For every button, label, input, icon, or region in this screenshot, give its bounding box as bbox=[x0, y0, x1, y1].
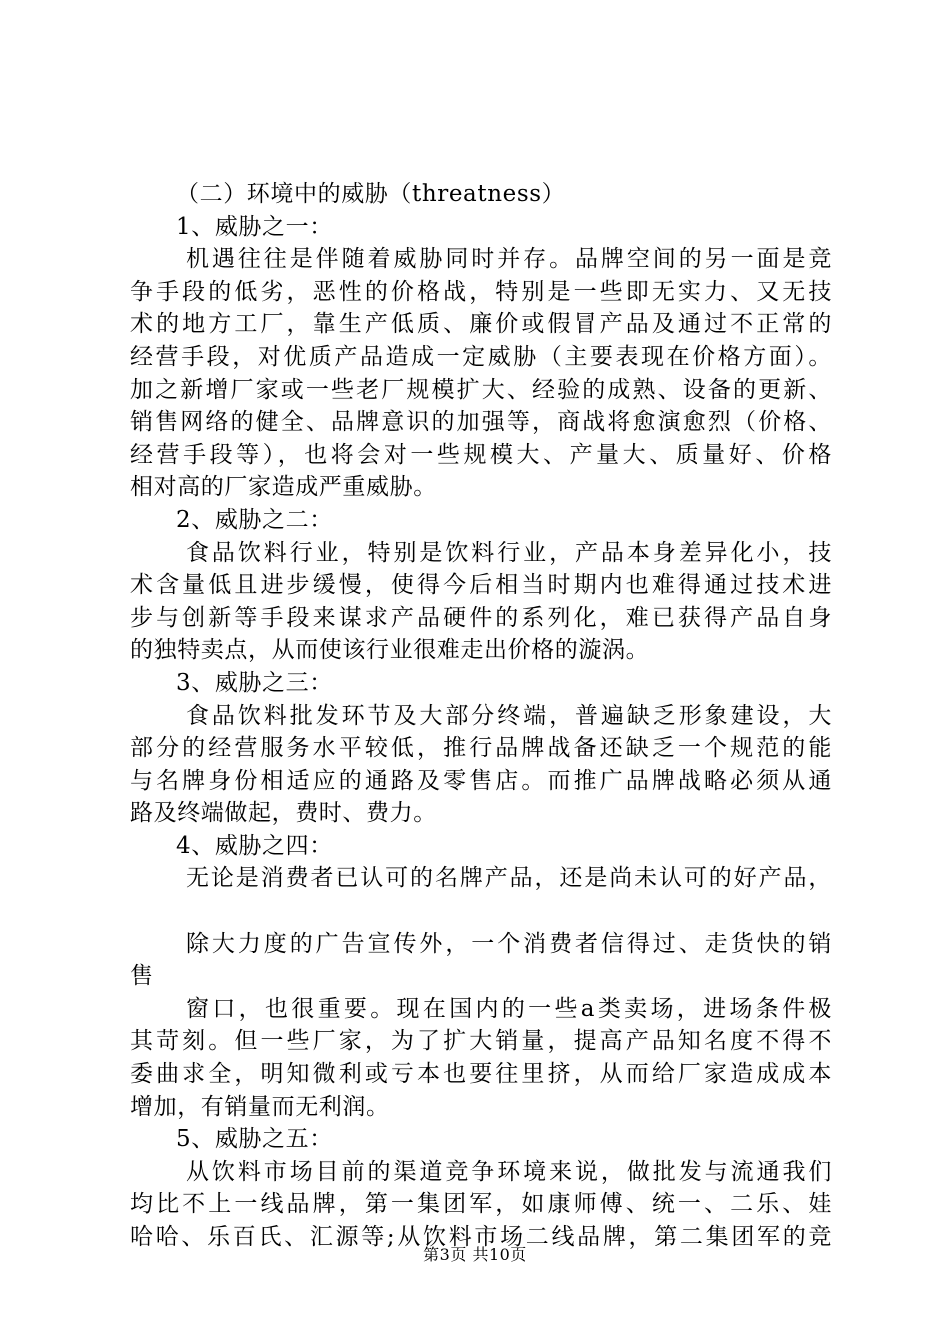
text-line: 的独特卖点，从而使该行业很难走出价格的漩涡。 bbox=[130, 637, 650, 664]
document-body bbox=[130, 178, 832, 1254]
text-line: 4、威胁之四： bbox=[176, 832, 333, 859]
text-line: 3、威胁之三： bbox=[176, 669, 333, 696]
text-line: 增加，有销量而无利润。 bbox=[130, 1093, 390, 1120]
text-line: 售 bbox=[130, 963, 154, 990]
text-line: 经营手段，对优质产品造成一定威胁（主要表现在价格方面）。 bbox=[130, 343, 832, 370]
text-line: 委曲求全，明知微利或亏本也要往里挤，从而给厂家造成成本 bbox=[130, 1061, 832, 1088]
text-line: 哈哈、乐百氏、汇源等;从饮料市场二线品牌，第二集团军的竞 bbox=[130, 1224, 832, 1250]
text-line: 与名牌身份相适应的通路及零售店。而推广品牌战略必须从通 bbox=[130, 767, 832, 794]
text-line: 步与创新等手段来谋求产品硬件的系列化，难已获得产品自身 bbox=[130, 604, 832, 631]
page-footer: 第3页 共10页 bbox=[423, 1245, 527, 1264]
text-line: 均比不上一线品牌，第一集团军，如康师傅、统一、二乐、娃 bbox=[130, 1191, 832, 1218]
text-line: 食品饮料批发环节及大部分终端，普遍缺乏形象建设，大 bbox=[186, 702, 832, 729]
text-line: 其苛刻。但一些厂家，为了扩大销量，提高产品知名度不得不 bbox=[130, 1028, 832, 1055]
text-line: 1、威胁之一： bbox=[176, 213, 333, 240]
text-line: 路及终端做起，费时、费力。 bbox=[130, 800, 437, 827]
text-line: 术的地方工厂，靠生产低质、廉价或假冒产品及通过不正常的 bbox=[130, 311, 832, 338]
text-line: 窗口，也很重要。现在国内的一些a类卖场，进场条件极 bbox=[186, 995, 832, 1022]
text-line: 加之新增厂家或一些老厂规模扩大、经验的成熟、设备的更新、 bbox=[130, 376, 832, 403]
text-line: 食品饮料行业，特别是饮料行业，产品本身差异化小，技 bbox=[186, 539, 832, 566]
text-line: 机遇往往是伴随着威胁同时并存。品牌空间的另一面是竞 bbox=[186, 246, 832, 273]
text-line: 术含量低且进步缓慢，使得今后相当时期内也难得通过技术进 bbox=[130, 572, 832, 599]
text-line: 经营手段等），也将会对一些规模大、产量大、质量好、价格 bbox=[130, 441, 832, 468]
text-line: 除大力度的广告宣传外，一个消费者信得过、走货快的销 bbox=[186, 930, 832, 957]
text-line: 部分的经营服务水平较低，推行品牌战备还缺乏一个规范的能 bbox=[130, 735, 832, 762]
text-line: 销售网络的健全、品牌意识的加强等，商战将愈演愈烈（价格、 bbox=[130, 409, 832, 436]
text-line bbox=[130, 895, 832, 928]
text-line: （二）环境中的威胁（threatness） bbox=[176, 181, 566, 207]
text-line: 5、威胁之五： bbox=[176, 1126, 333, 1153]
text-line: 从饮料市场目前的渠道竞争环境来说，做批发与流通我们 bbox=[186, 1158, 832, 1185]
text-line: 无论是消费者已认可的名牌产品，还是尚未认可的好产品， bbox=[186, 865, 832, 892]
text-line: 相对高的厂家造成严重威胁。 bbox=[130, 474, 437, 501]
text-line: 争手段的低劣，恶性的价格战，特别是一些即无实力、又无技 bbox=[130, 278, 832, 305]
text-line: 2、威胁之二： bbox=[176, 506, 333, 533]
